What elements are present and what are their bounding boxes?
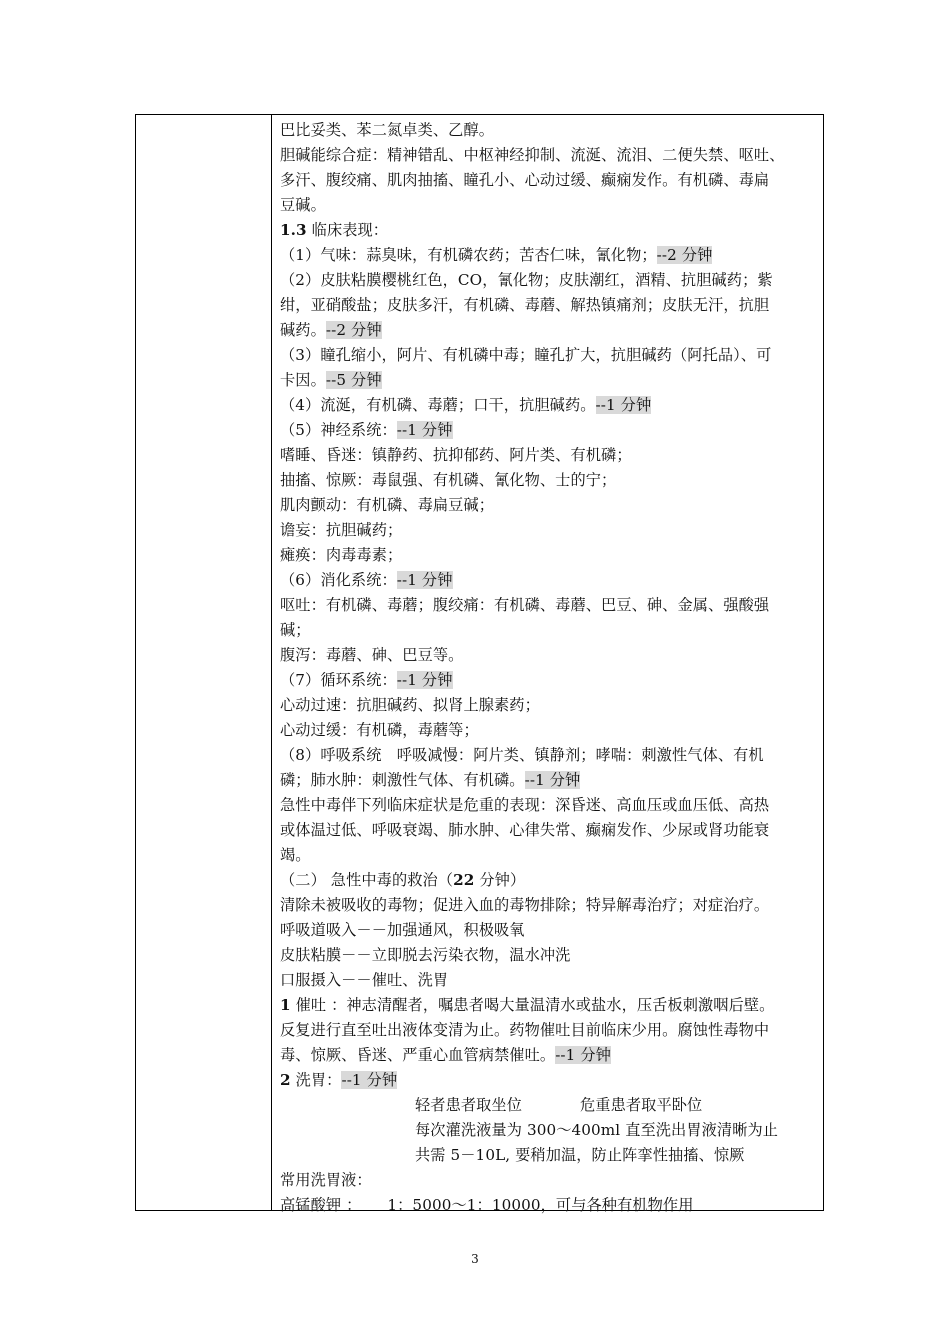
document-table bbox=[135, 114, 824, 1214]
line-text: 每次灌洗液量为 300～400ml 直至洗出胃液清晰为止 bbox=[415, 1121, 779, 1139]
line-text: 反复进行直至吐出液体变清为止。药物催吐目前临床少用。腐蚀性毒物中 bbox=[280, 1021, 770, 1039]
text-line bbox=[280, 218, 820, 243]
line-text: 皮肤粘膜－－立即脱去污染衣物，温水冲洗 bbox=[280, 946, 571, 964]
line-text: 共需 5－10L, 要稍加温，防止阵挛性抽搐、惊厥 bbox=[415, 1146, 745, 1164]
line-text: 清除未被吸收的毒物；促进入血的毒物排除；特异解毒治疗；对症治疗。 bbox=[280, 896, 770, 914]
text-line bbox=[280, 193, 820, 218]
text-line bbox=[280, 1018, 820, 1043]
line-text: 抽搐、惊厥：毒鼠强、有机磷、氰化物、士的宁； bbox=[280, 471, 617, 489]
text-line bbox=[280, 768, 820, 793]
text-line bbox=[280, 118, 820, 143]
line-text: 急性中毒伴下列临床症状是危重的表现：深昏迷、高血压或血压低、高热 bbox=[280, 796, 770, 814]
line-text: （6）消化系统： bbox=[280, 571, 397, 589]
text-line bbox=[280, 543, 820, 568]
text-line bbox=[280, 643, 820, 668]
line-text: 催吐 ：神志清醒者，嘱患者喝大量温清水或盐水，压舌板刺激咽后壁。 bbox=[290, 996, 775, 1014]
time-annotation: --5 分钟 bbox=[325, 371, 382, 389]
line-text: 临床表现： bbox=[306, 221, 389, 239]
text-line bbox=[280, 1093, 820, 1118]
text-line bbox=[280, 318, 820, 343]
text-line bbox=[280, 968, 820, 993]
line-text: 绀，亚硝酸盐；皮肤多汗，有机磷、毒蘑、解热镇痛剂；皮肤无汗，抗胆 bbox=[280, 296, 770, 314]
line-text: 常用洗胃液： bbox=[280, 1171, 372, 1189]
text-line bbox=[280, 493, 820, 518]
line-text: 口服摄入－－催吐、洗胃 bbox=[280, 971, 449, 989]
text-line bbox=[280, 843, 820, 868]
text-line bbox=[280, 468, 820, 493]
line-text: （5）神经系统： bbox=[280, 421, 397, 439]
time-annotation: --2 分钟 bbox=[325, 321, 382, 339]
section-number: 1 bbox=[280, 996, 291, 1014]
time-annotation: --2 分钟 bbox=[656, 246, 713, 264]
line-text: 肌肉颤动：有机磷、毒扁豆碱； bbox=[280, 496, 495, 514]
line-text: 高锰酸钾 ： bbox=[280, 1196, 362, 1214]
time-annotation: --1 分钟 bbox=[595, 396, 652, 414]
line-text: （二） 急性中毒的救治（ bbox=[280, 871, 454, 889]
text-line bbox=[280, 393, 820, 418]
text-line bbox=[280, 668, 820, 693]
text-line bbox=[280, 993, 820, 1018]
text-line bbox=[280, 168, 820, 193]
text-line bbox=[280, 268, 820, 293]
text-line bbox=[280, 868, 820, 893]
line-text: 危重患者取平卧位 bbox=[580, 1096, 703, 1114]
bold-number: 22 bbox=[453, 871, 475, 889]
line-text: （8）呼吸系统 呼吸减慢：阿片类、镇静剂；哮喘：刺激性气体、有机 bbox=[280, 746, 764, 764]
text-line bbox=[280, 793, 820, 818]
line-text: 瘫痪：肉毒毒素； bbox=[280, 546, 403, 564]
time-annotation: --1 分钟 bbox=[396, 671, 453, 689]
text-line bbox=[280, 243, 820, 268]
line-text: 分钟） bbox=[474, 871, 526, 889]
line-text: 1：5000～1：10000，可与各种有机物作用 bbox=[387, 1196, 694, 1214]
time-annotation: --1 分钟 bbox=[396, 571, 453, 589]
line-text: 巴比妥类、苯二氮卓类、乙醇。 bbox=[280, 121, 495, 139]
text-line bbox=[280, 818, 820, 843]
left-column-cell bbox=[136, 115, 272, 1210]
line-text: 卡因。 bbox=[280, 371, 326, 389]
line-text: 竭。 bbox=[280, 846, 311, 864]
text-line bbox=[280, 418, 820, 443]
text-line bbox=[280, 943, 820, 968]
text-line bbox=[280, 743, 820, 768]
line-text: （3）瞳孔缩小，阿片、有机磷中毒；瞳孔扩大，抗胆碱药（阿托品）、可 bbox=[280, 346, 772, 364]
text-line bbox=[280, 893, 820, 918]
text-line bbox=[280, 1168, 820, 1193]
content-cell bbox=[280, 118, 820, 1218]
text-line bbox=[280, 143, 820, 168]
text-line bbox=[280, 1068, 820, 1093]
line-text: （7）循环系统： bbox=[280, 671, 397, 689]
line-text: 谵妄：抗胆碱药； bbox=[280, 521, 403, 539]
text-line bbox=[280, 1118, 820, 1143]
line-text: 洗胃： bbox=[290, 1071, 342, 1089]
line-text: 轻者患者取坐位 bbox=[415, 1096, 523, 1114]
line-text: 胆碱能综合症：精神错乱、中枢神经抑制、流涎、流泪、二便失禁、呕吐、 bbox=[280, 146, 785, 164]
text-line bbox=[280, 918, 820, 943]
line-text: 毒、惊厥、昏迷、严重心血管病禁催吐。 bbox=[280, 1046, 556, 1064]
line-text: 心动过速：抗胆碱药、拟肾上腺素药； bbox=[280, 696, 540, 714]
time-annotation: --1 分钟 bbox=[341, 1071, 398, 1089]
section-number: 2 bbox=[280, 1071, 291, 1089]
line-text: 心动过缓：有机磷，毒蘑等； bbox=[280, 721, 479, 739]
text-line bbox=[280, 343, 820, 368]
line-text: 碱药。 bbox=[280, 321, 326, 339]
text-line bbox=[280, 618, 820, 643]
line-text: 呕吐：有机磷、毒蘑；腹绞痛：有机磷、毒蘑、巴豆、砷、金属、强酸强 bbox=[280, 596, 770, 614]
line-text: （2）皮肤粘膜樱桃红色，CO，氰化物；皮肤潮红，酒精、抗胆碱药；紫 bbox=[280, 271, 773, 289]
text-line bbox=[280, 1043, 820, 1068]
text-line bbox=[280, 518, 820, 543]
line-text: 腹泻：毒蘑、砷、巴豆等。 bbox=[280, 646, 464, 664]
line-text: （4）流涎，有机磷、毒蘑；口干，抗胆碱药。 bbox=[280, 396, 596, 414]
text-line bbox=[280, 1143, 820, 1168]
time-annotation: --1 分钟 bbox=[555, 1046, 611, 1064]
text-line bbox=[280, 443, 820, 468]
line-text: 豆碱。 bbox=[280, 196, 326, 214]
time-annotation: --1 分钟 bbox=[524, 771, 581, 789]
text-line bbox=[280, 718, 820, 743]
section-number: 1.3 bbox=[280, 221, 307, 239]
text-line bbox=[280, 568, 820, 593]
text-line bbox=[280, 293, 820, 318]
line-text: 呼吸道吸入－－加强通风，积极吸氧 bbox=[280, 921, 525, 939]
text-line bbox=[280, 693, 820, 718]
line-text: （1）气味：蒜臭味，有机磷农药；苦杏仁味，氰化物； bbox=[280, 246, 657, 264]
line-text: 或体温过低、呼吸衰竭、肺水肿、心律失常、癫痫发作、少尿或肾功能衰 bbox=[280, 821, 770, 839]
time-annotation: --1 分钟 bbox=[396, 421, 453, 439]
page-number: 3 bbox=[471, 1252, 479, 1266]
text-line bbox=[280, 593, 820, 618]
text-line bbox=[280, 1193, 820, 1218]
line-text: 多汗、腹绞痛、肌肉抽搐、瞳孔小、心动过缓、癫痫发作。有机磷、毒扁 bbox=[280, 171, 770, 189]
line-text: 碱； bbox=[280, 621, 311, 639]
line-text: 嗜睡、昏迷：镇静药、抗抑郁药、阿片类、有机磷； bbox=[280, 446, 632, 464]
text-line bbox=[280, 368, 820, 393]
line-text: 磷；肺水肿：刺激性气体、有机磷。 bbox=[280, 771, 525, 789]
